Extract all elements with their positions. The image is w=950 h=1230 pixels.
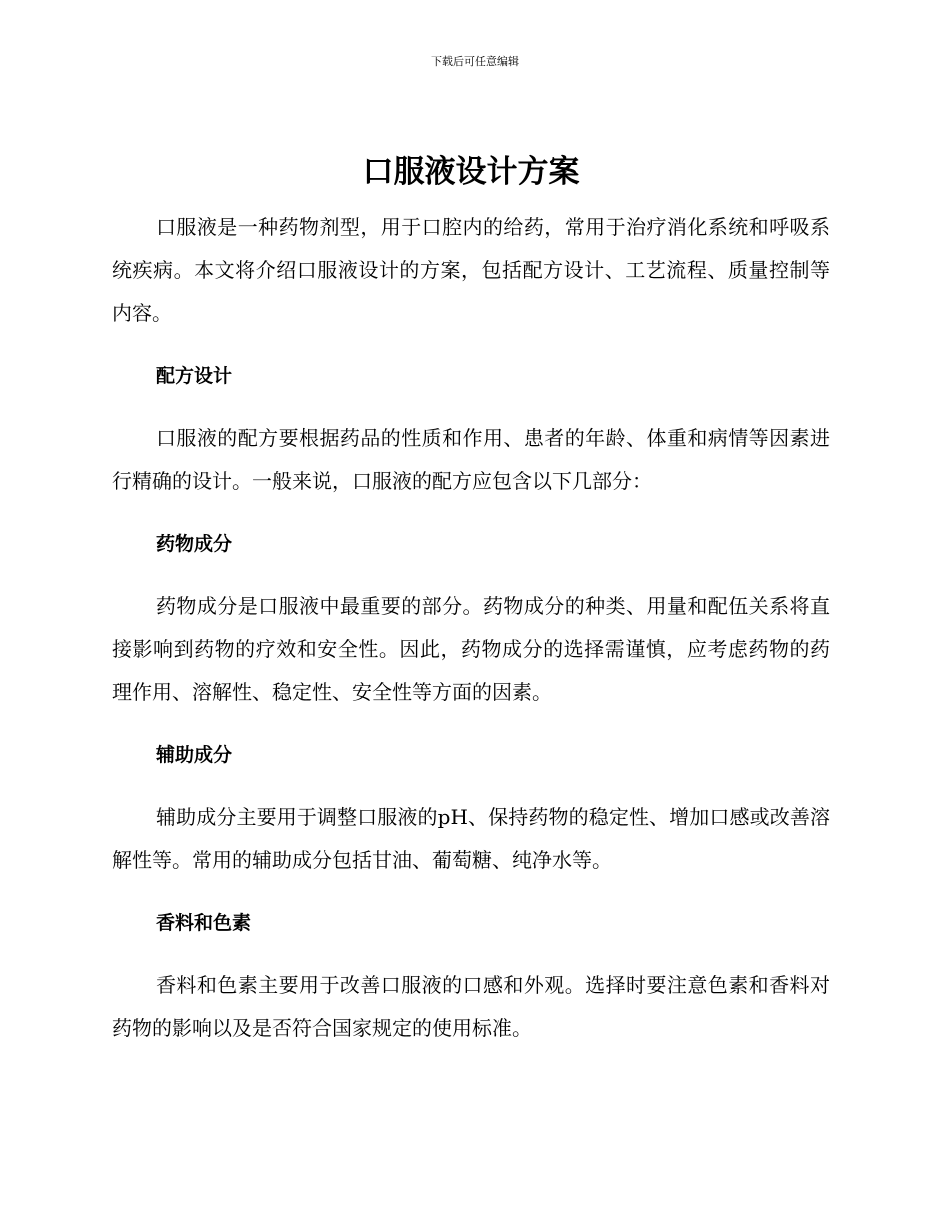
section-body-auxiliary-ingredients: 辅助成分主要用于调整口服液的pH、保持药物的稳定性、增加口感或改善溶解性等。常用的辅助成分包括甘油、葡萄糖、纯净水等。 xyxy=(112,805,830,872)
section-heading-auxiliary-ingredients: 辅助成分 xyxy=(156,744,233,766)
section-heading-flavor-and-color: 香料和色素 xyxy=(156,912,252,934)
header-note: 下载后可任意编辑 xyxy=(431,55,519,68)
section-heading-drug-ingredients: 药物成分 xyxy=(156,533,233,555)
document-body xyxy=(112,150,830,1050)
section-body-formula-design: 口服液的配方要根据药品的性质和作用、患者的年龄、体重和病情等因素进行精确的设计。一般来说，口服液的配方应包含以下几部分： xyxy=(112,426,830,493)
section-body-drug-ingredients: 药物成分是口服液中最重要的部分。药物成分的种类、用量和配伍关系将直接影响到药物的疗效和安全性。因此，药物成分的选择需谨慎，应考虑药物的药理作用、溶解性、稳定性、安全性等方面的因素。 xyxy=(112,594,830,704)
document-title: 口服液设计方案 xyxy=(362,154,580,190)
section-heading-formula-design: 配方设计 xyxy=(156,365,233,387)
section-body-flavor-and-color: 香料和色素主要用于改善口服液的口感和外观。选择时要注意色素和香料对药物的影响以及是否符合国家规定的使用标准。 xyxy=(112,973,830,1040)
intro-paragraph: 口服液是一种药物剂型，用于口腔内的给药，常用于治疗消化系统和呼吸系统疾病。本文将介绍口服液设计的方案，包括配方设计、工艺流程、质量控制等内容。 xyxy=(112,215,830,325)
